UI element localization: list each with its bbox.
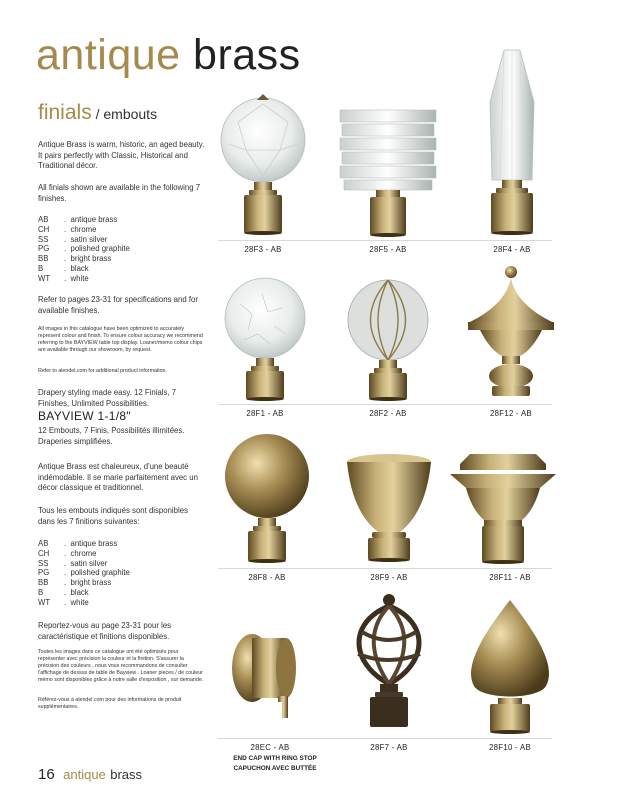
footer-word-antique: antique: [63, 767, 106, 782]
product-code: 28F2 - AB: [369, 409, 407, 418]
finish-row: SS . satin silver: [38, 559, 198, 569]
brand-heading: BAYVIEW 1-1/8": [38, 409, 131, 423]
section-subtitle: [38, 101, 157, 125]
product-code: 28EC - AB: [250, 743, 290, 752]
finish-row: WT . white: [38, 274, 198, 284]
finish-row: CH . chrome: [38, 225, 198, 235]
finish-row: AB . antique brass: [38, 215, 198, 225]
fr-website-note: Référez-vous à alendel.com pour des informations de produit supplémentaires.: [38, 697, 182, 710]
title-word-brass: brass: [193, 31, 301, 79]
en-description: Antique Brass is warm, historic, an aged beauty. It pairs perfectly with Classic, Historical and Traditional décor.: [38, 140, 205, 170]
product-28F7-spiral-cage: [344, 592, 434, 732]
product-code: 28F10 - AB: [488, 743, 531, 752]
product-28F10-acorn: [460, 598, 560, 736]
product-28F8-brass-ball: [222, 432, 312, 566]
fr-refer: Reportez-vous au page 23-31 pour les caractéristique et finitions disponibles.: [38, 621, 172, 641]
en-refer: Refer to pages 23-31 for specifications and for available finishes.: [38, 295, 198, 315]
row-divider: [218, 404, 552, 405]
product-28F1-crackle-ball: [222, 274, 308, 404]
finish-row: BB . bright brass: [38, 254, 198, 264]
en-finish-list: [38, 215, 198, 284]
finish-row: PG . polished graphite: [38, 244, 198, 254]
product-28F9-bell: [342, 452, 436, 566]
product-code: 28F11 - AB: [489, 573, 531, 582]
finish-row: BB . bright brass: [38, 578, 198, 588]
product-28F2-ribbed-ball: [343, 276, 433, 404]
end-cap-note: END CAP WITH RING STOP CAPUCHON AVEC BUTTÉE: [233, 755, 317, 772]
product-28F5-crystal-stack: [336, 108, 440, 240]
finish-row: AB . antique brass: [38, 539, 198, 549]
fr-description: Antique Brass est chaleureux, d'une beauté indémodable. Il se marie parfaitement avec un décor classique et traditionnel.: [38, 462, 198, 492]
en-disclaimer: All images in this catalogue have been optimized to accurately represent colour and finish. To ensure colour accuracy we recommend referring to the BAYVIEW table top display. Loaner/memo colour chips are available through our showroom, by request.: [38, 326, 203, 353]
en-finishes-intro: All finials shown are available in the following 7 finishes.: [38, 183, 201, 203]
row-divider: [218, 568, 552, 569]
fr-slogan: 12 Embouts, 7 Finis, Possibilités illimitées. Draperies simplifiées.: [38, 426, 185, 446]
finish-row: PG . polished graphite: [38, 568, 198, 578]
product-code: 28F9 - AB: [370, 573, 408, 582]
page-footer: [38, 766, 142, 784]
product-code: 28F3 - AB: [244, 245, 282, 254]
product-code: 28F1 - AB: [246, 409, 284, 418]
product-code: 28F7 - AB: [370, 743, 408, 752]
finish-row: WT . white: [38, 598, 198, 608]
row-divider: [218, 738, 552, 739]
finish-row: B . black: [38, 264, 198, 274]
page-number: 16: [38, 766, 55, 783]
product-28F3-crystal-ball: [218, 92, 308, 240]
fr-finish-list: [38, 539, 198, 608]
product-code: 28F4 - AB: [493, 245, 531, 254]
en-website-note: Refer to alendel.com for additional product information.: [38, 368, 167, 374]
row-divider: [218, 240, 552, 241]
finish-row: SS . satin silver: [38, 235, 198, 245]
title-word-antique: antique: [36, 31, 181, 79]
product-28F4-crystal-spire: [474, 48, 550, 240]
product-code: 28F5 - AB: [369, 245, 407, 254]
fr-finishes-intro: Tous les embouts indiqués sont disponibles dans les 7 finitions suivantes:: [38, 506, 188, 526]
finish-row: B . black: [38, 588, 198, 598]
finish-row: CH . chrome: [38, 549, 198, 559]
page-title: [36, 30, 301, 80]
product-28EC-end-cap: [228, 628, 304, 724]
product-code: 28F12 - AB: [489, 409, 532, 418]
product-code: 28F8 - AB: [248, 573, 286, 582]
en-slogan: Drapery styling made easy. 12 Finials, 7 Finishes, Unlimited Possibilities.: [38, 388, 177, 408]
product-28F12-urn: [466, 264, 556, 404]
subtitle-finials: finials: [38, 101, 92, 124]
fr-disclaimer: Toutes les images dans ce catalogue ont été optimisés pour représenter avec précision la couleur et la finition. S'assurer la précision des couleurs , nous vous recommandons de consulter l'affichage de dessus de table de Bayview . Loaner pieces / de couleur mémo sont disponibles grâce à notre salle d'exposition , sur demande.: [38, 649, 204, 683]
subtitle-embouts: / embouts: [91, 106, 158, 122]
product-28F11-square-tiered: [448, 450, 558, 568]
footer-word-brass: brass: [110, 767, 143, 782]
